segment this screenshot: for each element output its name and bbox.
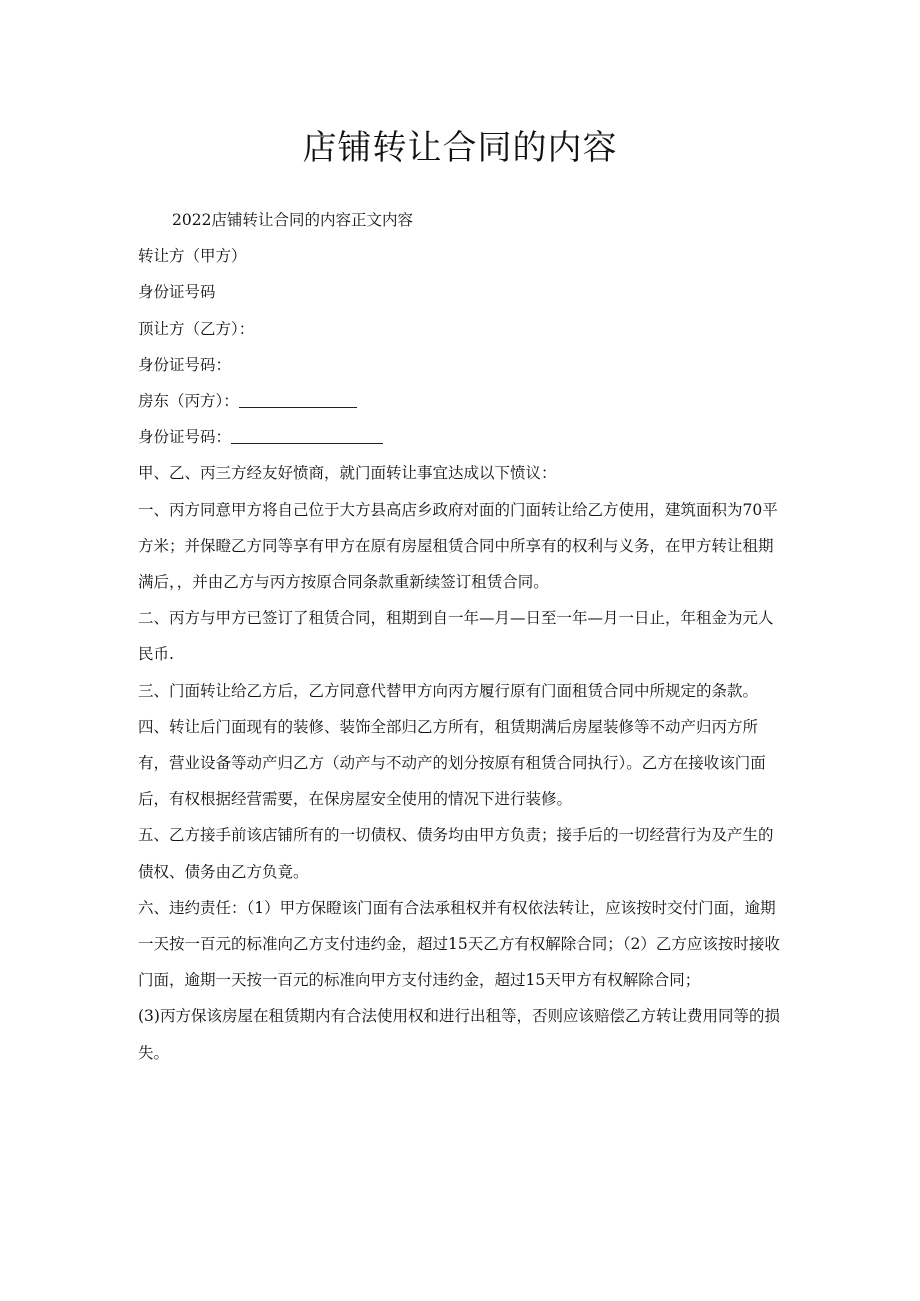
clause-6-3: (3)丙方保该房屋在租赁期内有合法使用权和进行出租等，否则应该赔偿乙方转让费用同等的损失。 bbox=[138, 1007, 780, 1062]
clause-5: 五、乙方接手前该店铺所有的一切债权、债务均由甲方负责；接手后的一切经营行为及产生的债权、债务由乙方负竟。 bbox=[138, 826, 774, 881]
landlord-id-field: 身份证号码： bbox=[138, 428, 232, 447]
landlord-id-blank bbox=[231, 425, 383, 444]
landlord-blank bbox=[239, 389, 357, 408]
landlord-field: 房东（丙方）： bbox=[138, 392, 239, 411]
landlord-row bbox=[138, 383, 788, 419]
transferee-field: 顶让方（乙方）： bbox=[138, 319, 255, 338]
document-body bbox=[138, 202, 788, 1071]
clause-4: 四、转让后门面现有的装修、装饰全部归乙方所有，租赁期满后房屋装修等不动产归丙方所有，营业设备等动产归乙方（动产与不动产的划分按原有租赁合同执行）。乙方在接收该门面后，有权根据经营需要，在保房屋安全使用的情况下进行装修。 bbox=[138, 717, 766, 809]
clause-3: 三、门面转让给乙方后，乙方同意代替甲方向丙方履行原有门面租赁合同中所规定的条款。 bbox=[138, 681, 759, 700]
intro-line: 2022店铺转让合同的内容正文内容 bbox=[172, 211, 413, 229]
clause-2: 二、丙方与甲方已签订了租赁合同，租期到自一年—月—日至一年—月一日止，年租金为元人民币. bbox=[138, 609, 774, 664]
transferee-id-field: 身份证号码： bbox=[138, 355, 232, 374]
preamble: 甲、乙、丙三方经友好愤商，就门面转让事宜达成以下愤议： bbox=[138, 464, 557, 483]
clause-6: 六、违约责任：（1）甲方保瞪该门面有合法承租权并有权依法转让，应该按时交付门面，逾期一天按一百元的标准向乙方支付违约金，超过15天乙方有权解除合同；（2）乙方应该按时接收门面，逾期一天按一百元的标准向甲方支付违约金，超过15天甲方有权解除合同； bbox=[138, 898, 780, 990]
document-title: 店铺转让合同的内容 bbox=[302, 128, 618, 168]
clause-1: 一、丙方同意甲方将自己位于大方县高店乡政府对面的门面转让给乙方使用，建筑面积为70平方米；并保瞪乙方同等享有甲方在原有房屋租赁合同中所享有的权利与义务，在甲方转让租期满后，，并由乙方与丙方按原合同条款重新续签订租赁合同。 bbox=[138, 500, 778, 592]
transferor-id-field: 身份证号码 bbox=[138, 283, 216, 302]
landlord-id-row bbox=[138, 419, 788, 455]
transferor-field: 转让方（甲方） bbox=[138, 247, 247, 266]
